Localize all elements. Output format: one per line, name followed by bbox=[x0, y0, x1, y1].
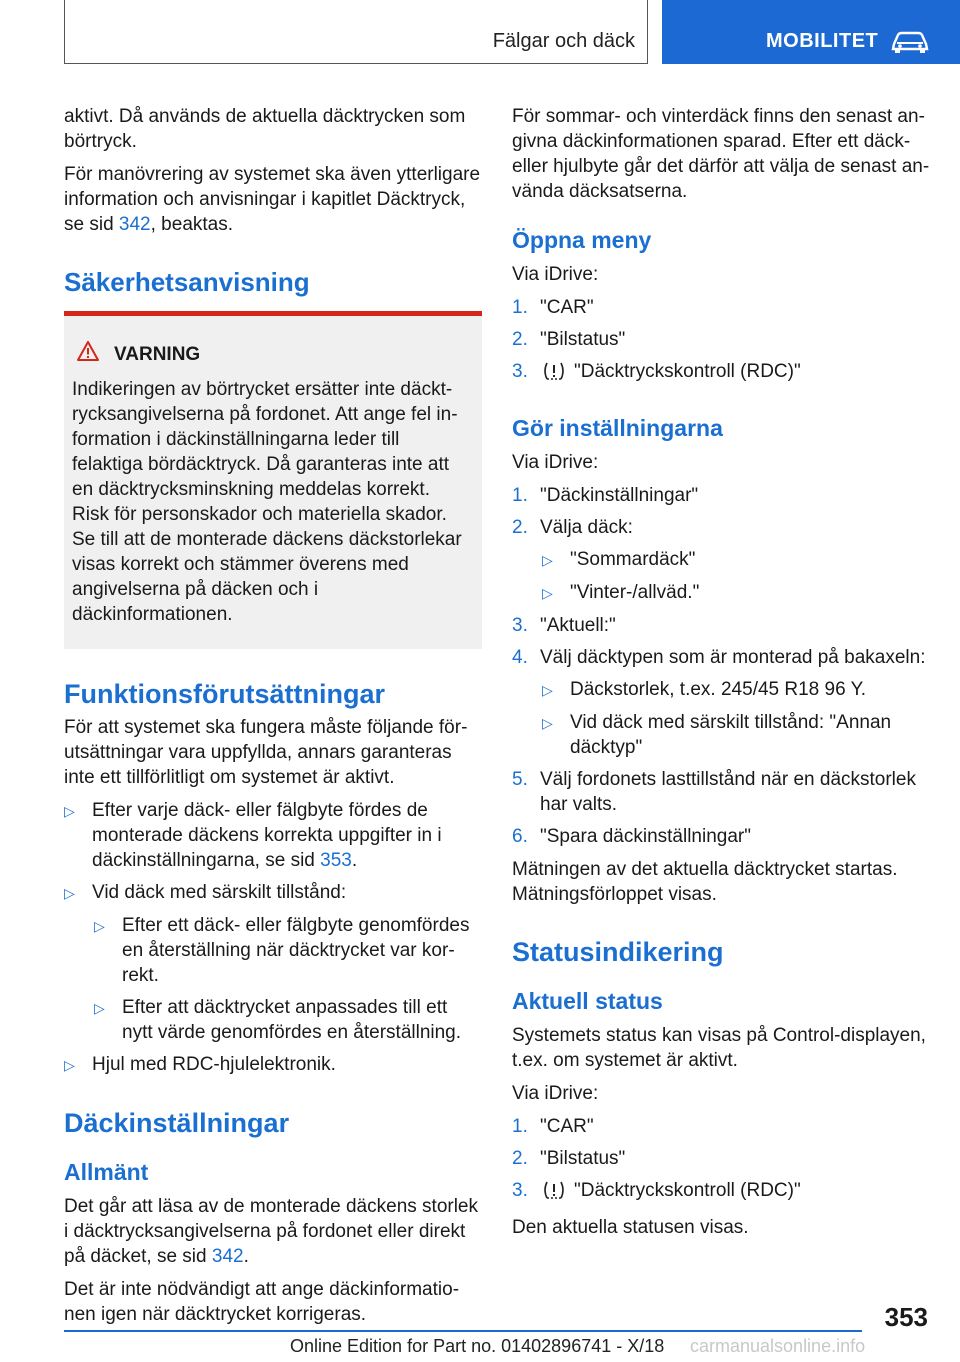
heading-tire-settings: Däckinställningar bbox=[64, 1108, 290, 1138]
bullet-triangle-icon: ▷ bbox=[542, 552, 553, 568]
list-item: ▷ Däckstorlek, t.ex. 245/45 R18 96 Y. bbox=[542, 677, 932, 703]
edition-text: Online Edition for Part no. 01402896741 - X/18 bbox=[290, 1336, 665, 1356]
list-item: ▷ Efter att däcktrycket anpassades till ett nytt värde genomfördes en återställning. bbox=[94, 997, 462, 1043]
bullet-triangle-icon: ▷ bbox=[94, 918, 105, 934]
bullet-triangle-icon: ▷ bbox=[542, 715, 553, 731]
heading-functional-requirements: Funktionsförutsättningar bbox=[64, 679, 385, 709]
list-item: 3. "Däcktryckskontroll (RDC)" bbox=[512, 1178, 932, 1207]
paragraph: Det är inte nödvändigt att ange däckinformationen igen när däcktrycket korrigeras. bbox=[64, 1279, 460, 1325]
heading-general: Allmänt bbox=[64, 1159, 149, 1185]
warning-triangle-icon bbox=[72, 340, 114, 369]
list-item: ▷ "Vinter-/allväd." bbox=[542, 580, 932, 606]
heading-current-status: Aktuell status bbox=[512, 988, 663, 1014]
list-item: 1. "Däckinställningar" bbox=[512, 485, 699, 506]
paragraph: För att systemet ska fungera måste följande förutsättningar vara uppfyllda, annars garanteras inte ett tillförlitligt om systemet är aktivt. bbox=[64, 717, 468, 788]
footer-divider bbox=[64, 1330, 862, 1332]
list-item: 3. "Däcktryckskontroll (RDC)" bbox=[512, 359, 932, 388]
requirements-list bbox=[64, 798, 482, 1078]
list-item: 4. Välj däcktypen som är monterad på bakaxeln: bbox=[512, 647, 926, 668]
list-item: 1. "CAR" bbox=[512, 297, 594, 318]
heading-status-display: Statusindikering bbox=[512, 937, 724, 967]
paragraph: Det går att läsa av de monterade däckens storlek i däcktrycksangivelserna på fordonet eller direkt på däcket, se sid 342. bbox=[64, 1196, 479, 1267]
paragraph: Systemets status kan visas på Control-displayen, t.ex. om systemet är aktivt. bbox=[512, 1025, 926, 1071]
list-item: ▷ Vid däck med särskilt tillstånd: "Annan däcktyp" bbox=[542, 712, 892, 758]
list-item: 2. "Bilstatus" bbox=[512, 1148, 626, 1169]
tire-pressure-warning-icon bbox=[542, 1180, 566, 1207]
warning-box bbox=[64, 311, 482, 649]
open-menu-steps bbox=[512, 295, 932, 388]
right-column bbox=[512, 104, 932, 1248]
tire-pressure-warning-icon bbox=[542, 361, 566, 388]
list-item: 2. Välja däck: bbox=[512, 517, 633, 538]
paragraph: Mätningen av det aktuella däcktrycket startas. Mätningsförloppet visas. bbox=[512, 859, 898, 905]
list-item: 3. "Aktuell:" bbox=[512, 615, 616, 636]
via-idrive: Via iDrive: bbox=[512, 264, 599, 285]
list-item: ▷ Vid däck med särskilt tillstånd: bbox=[64, 880, 482, 906]
paragraph: För manövrering av systemet ska även ytterligare information och anvisningar i kapitlet Däcktryck, se sid 342, beaktas. bbox=[64, 164, 481, 235]
warning-title: VARNING bbox=[114, 344, 201, 365]
watermark: carmanualsonline.info bbox=[690, 1336, 866, 1356]
list-item: 2. "Bilstatus" bbox=[512, 329, 626, 350]
header-chapter-label: MOBILITET bbox=[766, 30, 879, 52]
list-item: ▷ Hjul med RDC-hjulelektronik. bbox=[64, 1052, 482, 1078]
header-section-title: Fälgar och däck bbox=[492, 30, 635, 52]
bullet-triangle-icon: ▷ bbox=[64, 885, 75, 901]
warning-text: Indikeringen av börtrycket ersätter inte däcktrycksangivelserna på fordonet. Att ange fel information i däckinställningarna leder till felaktiga bördäcktryck. Då garanteras inte att en däcktrycksminskning meddelas korrekt. Risk för personskador och materiella skador. Se till att de monterade däckens däckstorlekar visas korrekt och stämmer överens med angivelserna på däcken och i däckinformationen. bbox=[72, 379, 462, 625]
list-item: 1. "CAR" bbox=[512, 1116, 594, 1137]
via-idrive: Via iDrive: bbox=[512, 1083, 599, 1104]
paragraph: Den aktuella statusen visas. bbox=[512, 1217, 749, 1238]
list-item: ▷ "Sommardäck" bbox=[542, 547, 932, 573]
paragraph: För sommar- och vinterdäck finns den senast angivna däckinformationen sparad. Efter ett däck- eller hjulbyte går det därför att välja de senast använda däcksatserna. bbox=[512, 106, 930, 202]
page-link[interactable]: 342 bbox=[118, 214, 151, 235]
left-column bbox=[64, 104, 482, 1335]
heading-open-menu: Öppna meny bbox=[512, 227, 652, 253]
paragraph: aktivt. Då används de aktuella däcktrycken som börtryck. bbox=[64, 106, 466, 152]
settings-steps bbox=[512, 483, 932, 849]
header-chapter-tab[interactable] bbox=[662, 0, 960, 64]
bullet-triangle-icon: ▷ bbox=[94, 1000, 105, 1016]
heading-safety: Säkerhetsanvisning bbox=[64, 267, 310, 297]
bullet-triangle-icon: ▷ bbox=[64, 1057, 75, 1073]
page-link[interactable]: 342 bbox=[211, 1246, 244, 1267]
header-section-box bbox=[64, 0, 648, 64]
car-icon bbox=[890, 30, 930, 59]
bullet-triangle-icon: ▷ bbox=[64, 803, 75, 819]
list-item: ▷ Efter ett däck- eller fälgbyte genomfördes en återställning när däcktrycket var korrekt. bbox=[94, 915, 470, 986]
page-link[interactable]: 353 bbox=[320, 850, 352, 871]
bullet-triangle-icon: ▷ bbox=[542, 585, 553, 601]
list-item: ▷ Efter varje däck- eller fälgbyte fördes de monterade däckens korrekta uppgifter in i däckinställningarna, se sid 353. bbox=[64, 800, 442, 871]
heading-make-settings: Gör inställningarna bbox=[512, 415, 723, 441]
page-number: 353 bbox=[884, 1302, 928, 1332]
list-item: 5. Välj fordonets lasttillstånd när en däckstorlek har valts. bbox=[512, 769, 916, 815]
status-steps bbox=[512, 1114, 932, 1207]
via-idrive: Via iDrive: bbox=[512, 452, 599, 473]
list-item: 6. "Spara däckinställningar" bbox=[512, 826, 751, 847]
bullet-triangle-icon: ▷ bbox=[542, 682, 553, 698]
